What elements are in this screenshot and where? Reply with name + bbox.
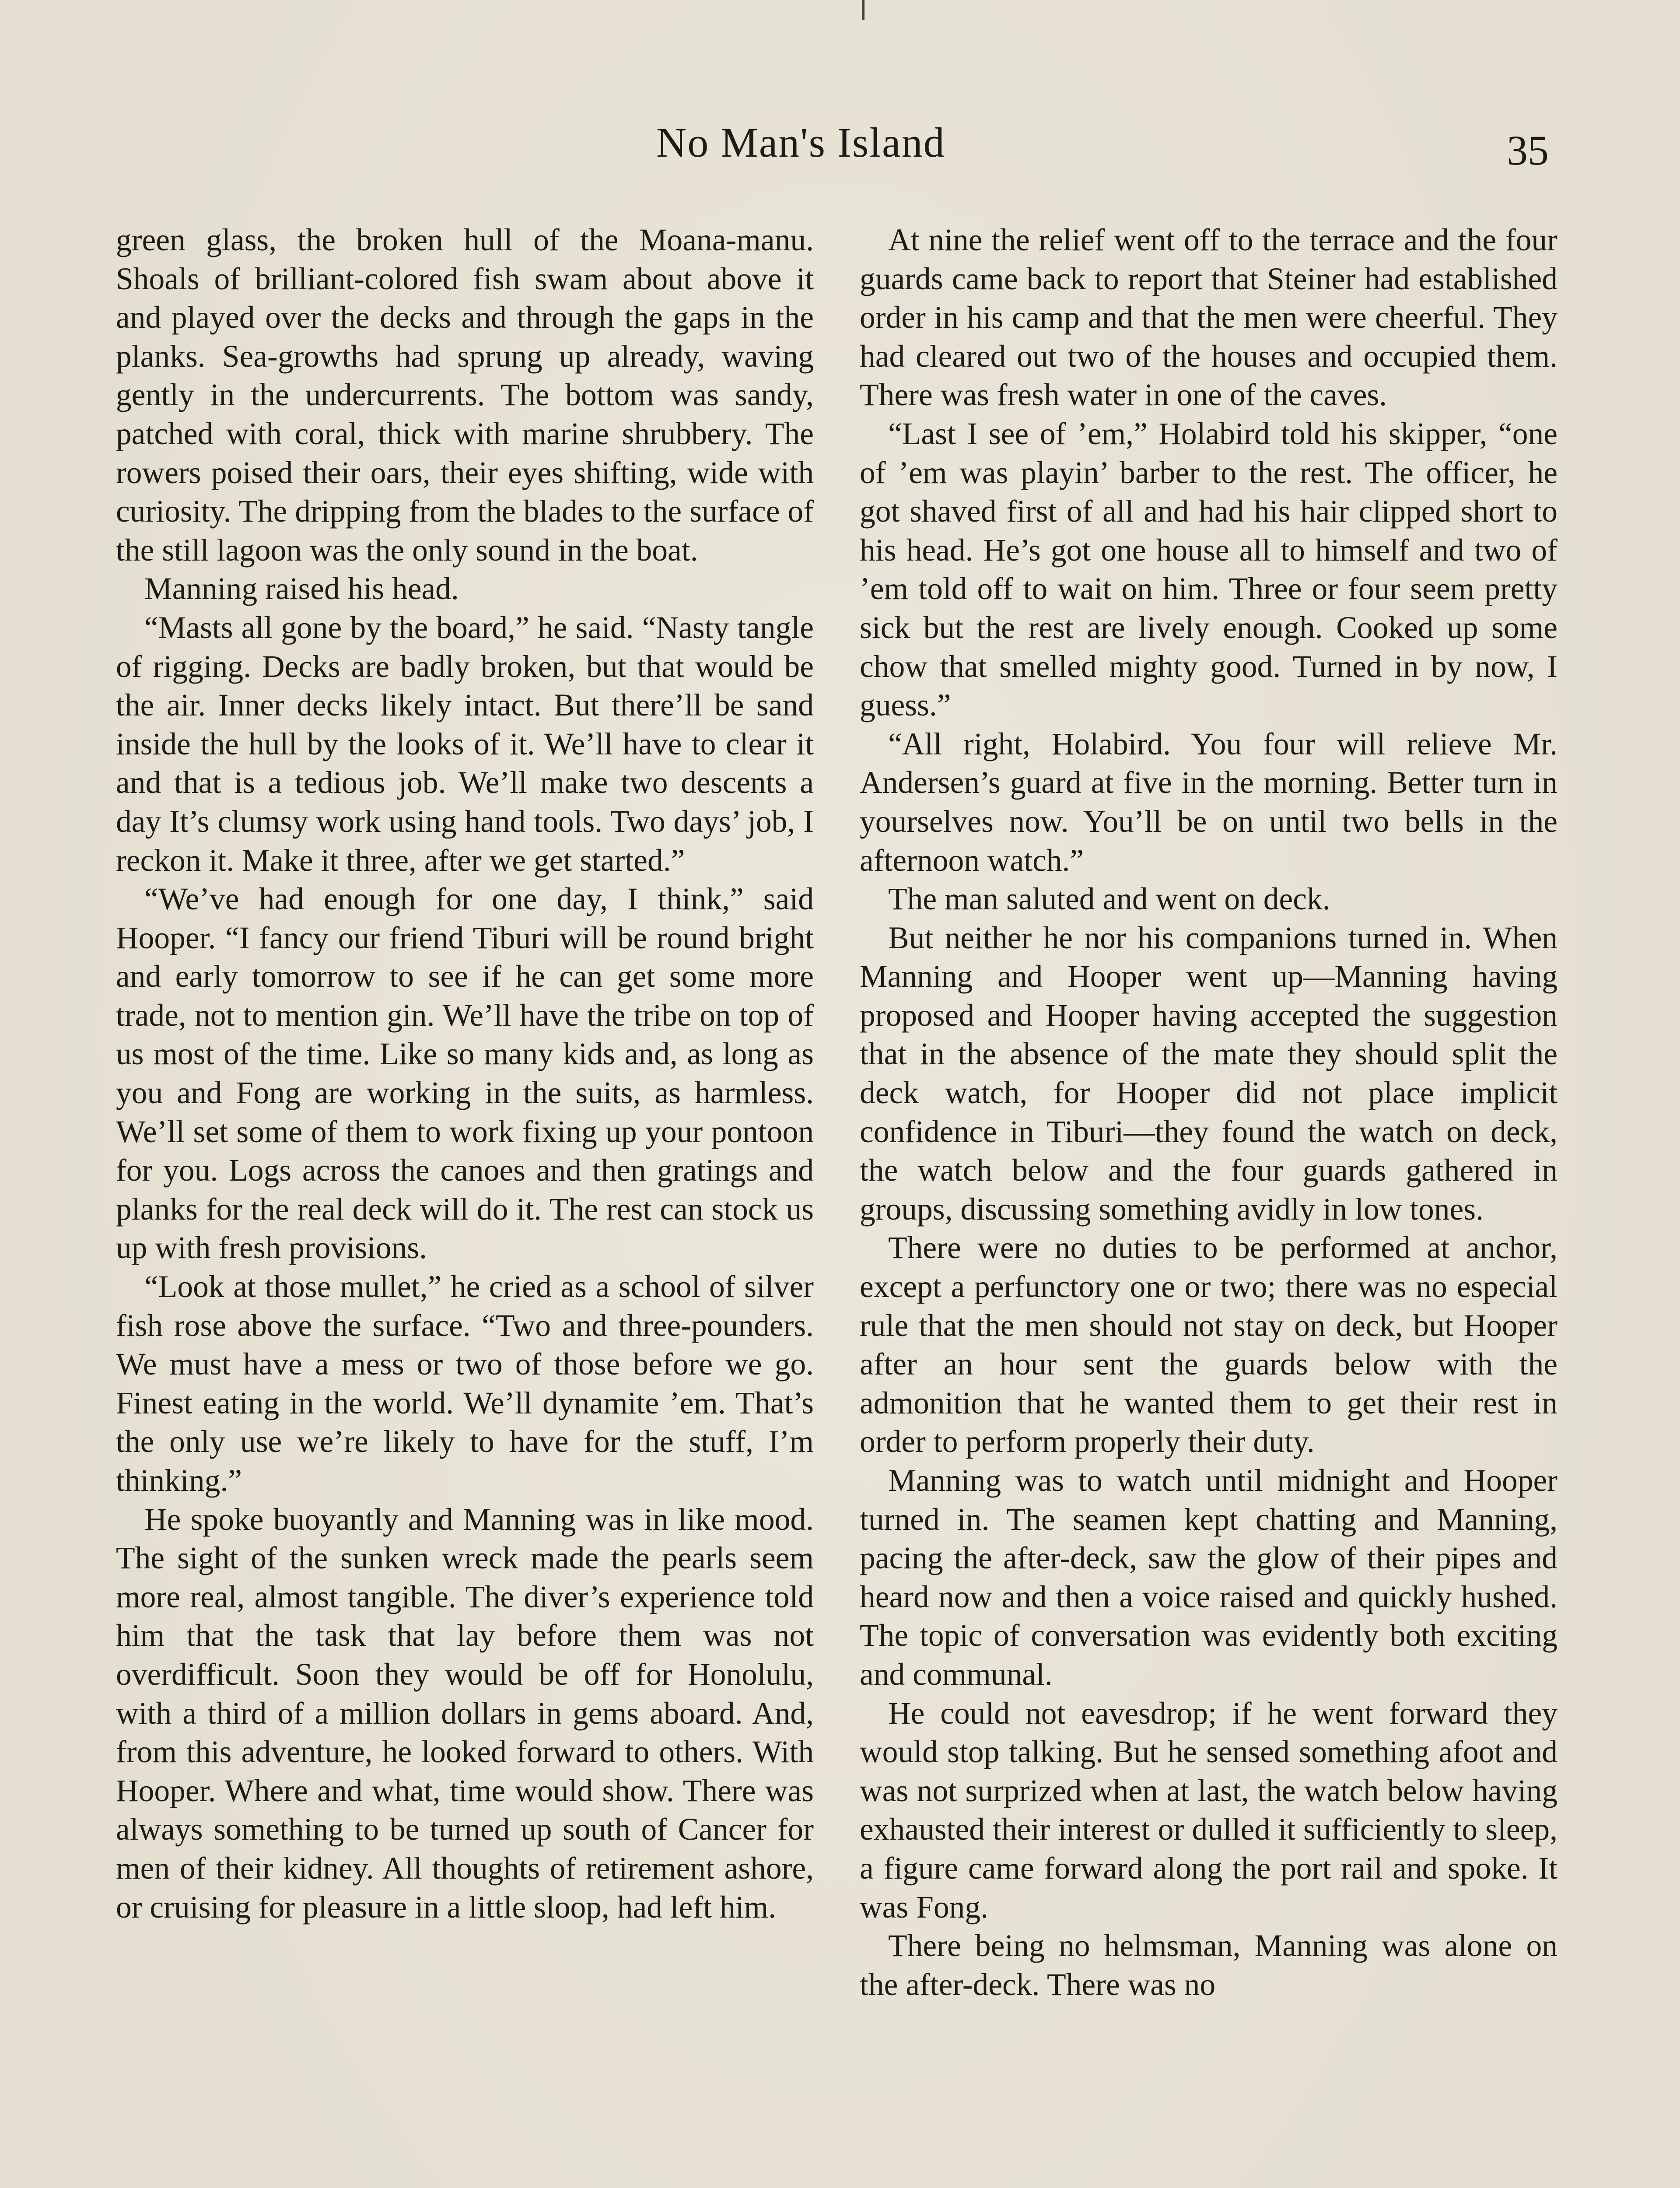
paragraph: “Last I see of ’em,” Holabird told his skipper, “one of ’em was playin’ barber to the rest. The officer, he got shaved first of all and had his hair clipped short to his head. He’s got one house all to himself and two of ’em told off to wait on him. Three or four seem pretty sick but the rest are lively enough. Cooked up some chow that smelled mighty good. Turned in by now, I guess.”: [860, 416, 1558, 723]
paragraph: He could not eavesdrop; if he went forward they would stop talking. But he sensed something afoot and was not surprized when at last, the watch below having exhausted their interest or dulled it sufficiently to sleep, a figure came forward along the port rail and spoke. It was Fong.: [860, 1696, 1558, 1925]
paragraph: green glass, the broken hull of the Moana-manu. Shoals of brilliant-colored fish swam about above it and played over the decks and through the gaps in the planks. Sea-growths had sprung up already, waving gently in the undercurrents. The bottom was sandy, patched with coral, thick with marine shrubbery. The rowers poised their oars, their eyes shifting, wide with curiosity. The dripping from the blades to the surface of the still lagoon was the only sound in the boat.: [116, 223, 814, 568]
paragraph: “Masts all gone by the board,” he said. “Nasty tangle of rigging. Decks are badly broken, but that would be the air. Inner decks likely intact. But there’ll be sand inside the hull by the looks of it. We’ll have to clear it and that is a tedious job. We’ll make two descents a day It’s clumsy work using hand tools. Two days’ job, I reckon it. Make it three, after we get started.”: [116, 610, 814, 878]
paragraph: There being no helmsman, Manning was alone on the after-deck. There was no: [860, 1929, 1558, 2002]
left-text-column: [116, 221, 814, 1927]
right-text-column: [860, 221, 1558, 2004]
paragraph: Manning was to watch until midnight and Hooper turned in. The seamen kept chatting and Manning, pacing the after-deck, saw the glow of their pipes and heard now and then a voice raised and quickly hushed. The topic of conversation was evidently both exciting and communal.: [860, 1463, 1558, 1692]
page-header: [0, 118, 1680, 184]
paragraph: “We’ve had enough for one day, I think,” said Hooper. “I fancy our friend Tiburi will be round bright and early tomorrow to see if he can get some more trade, not to mention gin. We’ll have the tribe on top of us most of the time. Like so many kids and, as long as you and Fong are working in the suits, as harmless. We’ll set some of them to work fixing up your pontoon for you. Logs across the canoes and then gratings and planks for the real deck will do it. The rest can stock us up with fresh provisions.: [116, 882, 814, 1266]
running-title: No Man's Island: [656, 119, 945, 166]
crop-mark: [862, 0, 864, 20]
paragraph: “Look at those mullet,” he cried as a school of silver fish rose above the surface. “Two and three-pounders. We must have a mess or two of those before we go. Finest eating in the world. We’ll dynamite ’em. That’s the only use we’re likely to have for the stuff, I’m thinking.”: [116, 1269, 814, 1498]
paragraph: Manning raised his head.: [144, 572, 459, 607]
paragraph: He spoke buoyantly and Manning was in like mood. The sight of the sunken wreck made the pearls seem more real, almost tangible. The diver’s experience told him that the task that lay before them was not overdifficult. Soon they would be off for Honolulu, with a third of a million dollars in gems aboard. And, from this adventure, he looked forward to others. With Hooper. Where and what, time would show. There was always something to be turned up south of Cancer for men of their kidney. All thoughts of retirement ashore, or cruising for pleasure in a little sloop, had left him.: [116, 1502, 814, 1925]
paragraph: The man saluted and went on deck.: [888, 882, 1330, 917]
page-number: 35: [1507, 127, 1549, 174]
paragraph: At nine the relief went off to the terrace and the four guards came back to report that Steiner had established order in his camp and that the men were cheerful. They had cleared out two of the houses and occupied them. There was fresh water in one of the caves.: [860, 223, 1558, 413]
paragraph: There were no duties to be performed at anchor, except a perfunctory one or two; there was no especial rule that the men should not stay on deck, but Hooper after an hour sent the guards below with the admonition that he wanted them to get their rest in order to perform properly their duty.: [860, 1231, 1558, 1459]
paragraph: “All right, Holabird. You four will relieve Mr. Andersen’s guard at five in the morning. Better turn in yourselves now. You’ll be on until two bells in the afternoon watch.”: [860, 726, 1558, 878]
paragraph: But neither he nor his companions turned in. When Manning and Hooper went up—Manning having proposed and Hooper having accepted the suggestion that in the absence of the mate they should split the deck watch, for Hooper did not place implicit confidence in Tiburi—they found the watch on deck, the watch below and the four guards gathered in groups, discussing something avidly in low tones.: [860, 920, 1558, 1227]
